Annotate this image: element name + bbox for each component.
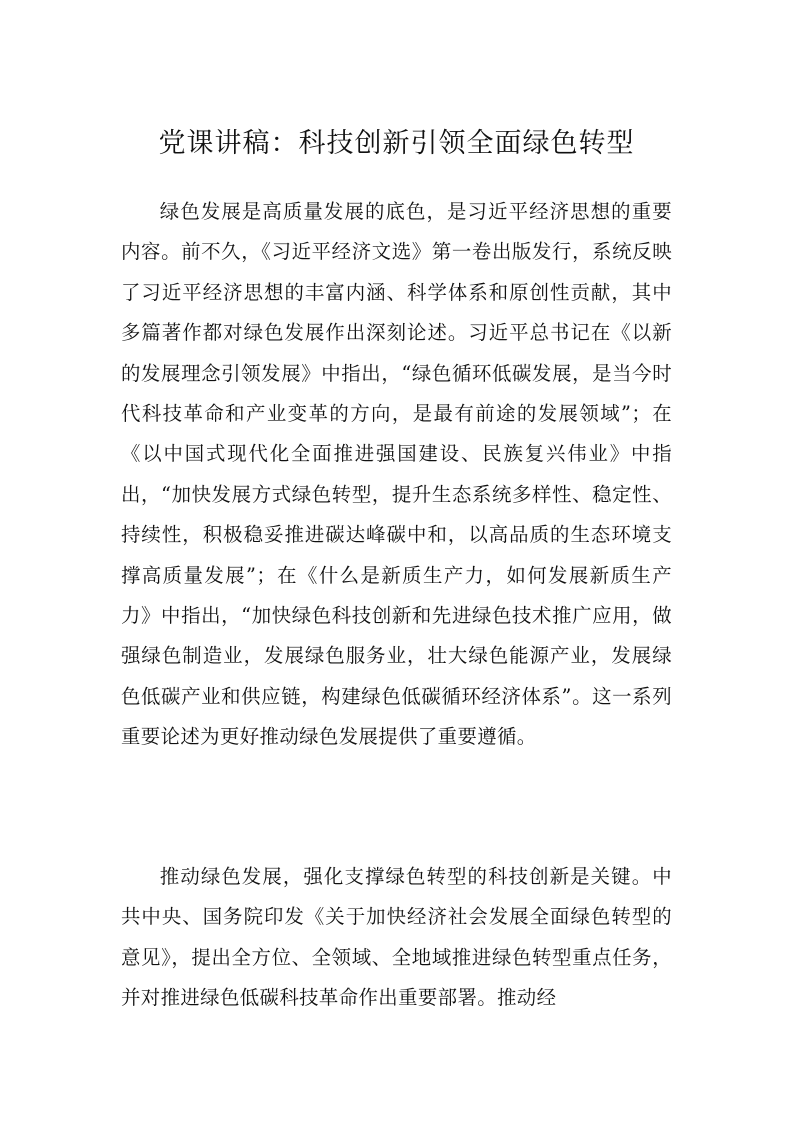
paragraph-tech-innovation: 推动绿色发展，强化支撑绿色转型的科技创新是关键。中共中央、国务院印发《关于加快经济社会发展全面绿色转型的意见》，提出全方位、全领域、全地域推进绿色转型重点任务，并对推进绿色低碳科技革命作出重要部署。推动经 <box>121 865 672 1010</box>
document-title: 党课讲稿：科技创新引领全面绿色转型 <box>158 128 635 159</box>
paragraph-green-development: 绿色发展是高质量发展的底色，是习近平经济思想的重要内容。前不久，《习近平经济文选》第一卷出版发行，系统反映了习近平经济思想的丰富内涵、科学体系和原创性贡献，其中多篇著作都对绿色发展作出深刻论述。习近平总书记在《以新的发展理念引领发展》中指出，“绿色循环低碳发展，是当今时代科技革命和产业变革的方向，是最有前途的发展领域”；在《以中国式现代化全面推进强国建设、民族复兴伟业》中指出，“加快发展方式绿色转型，提升生态系统多样性、稳定性、持续性，积极稳妥推进碳达峰碳中和，以高品质的生态环境支撑高质量发展”；在《什么是新质生产力，如何发展新质生产力》中指出，“加快绿色科技创新和先进绿色技术推广应用，做强绿色制造业，发展绿色服务业，壮大绿色能源产业，发展绿色低碳产业和供应链，构建绿色低碳循环经济体系”。这一系列重要论述为更好推动绿色发展提供了重要遵循。 <box>121 200 672 749</box>
